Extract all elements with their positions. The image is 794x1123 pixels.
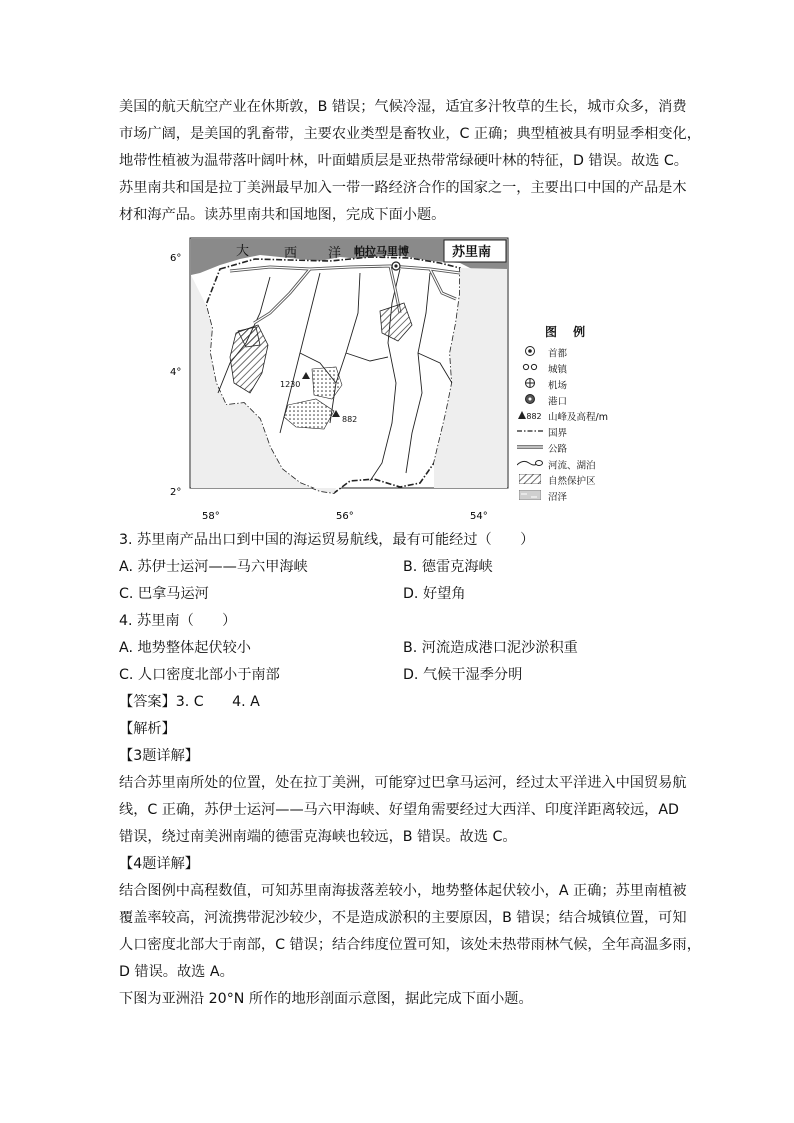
- legend-item-airport: 机场: [515, 377, 567, 391]
- q3-option-a: A. 苏伊士运河——马六甲海峡: [119, 559, 308, 575]
- q3-detail-line-3: 错误，绕过南美洲南端的德雷克海峡也较远，B 错误。故选 C。: [119, 829, 517, 845]
- lon-label-58: 58°: [202, 511, 220, 522]
- intro-line-2: 市场广阔，是美国的乳畜带，主要农业类型是畜牧业，C 正确；典型植被具有明显季相变化，: [119, 126, 701, 142]
- q4-option-a: A. 地势整体起伏较小: [119, 640, 251, 656]
- legend-item-swamp: 沼泽: [515, 489, 567, 503]
- q3-option-d: D. 好望角: [403, 586, 466, 602]
- q3-stem: 3. 苏里南产品出口到中国的海运贸易航线，最有可能经过（ ）: [119, 532, 535, 548]
- legend-title: 图 例: [545, 325, 592, 339]
- q4-detail-line-3: 人口密度北部大于南部，C 错误；结合纬度位置可知，该处未热带雨林气候，全年高温多雨，: [119, 937, 701, 953]
- q4-option-b: B. 河流造成港口泥沙淤积重: [403, 640, 578, 656]
- q4-option-c: C. 人口密度北部小于南部: [119, 667, 280, 683]
- analysis-label: 【解析】: [119, 721, 176, 737]
- lat-label-2: 2°: [170, 487, 182, 498]
- lat-label-6: 6°: [170, 253, 182, 264]
- legend-item-port: 港口: [515, 393, 567, 407]
- legend-item-river: 河流、湖泊: [515, 457, 596, 471]
- legend-item-reserve: 自然保护区: [515, 473, 596, 487]
- country-label: 苏里南: [452, 245, 492, 260]
- suriname-map-figure: [160, 233, 640, 525]
- closing-line: 下图为亚洲沿 20°N 所作的地形剖面示意图，据此完成下面小题。: [119, 991, 533, 1007]
- peak-label-2: 882: [342, 415, 358, 424]
- intro-line-1: 美国的航天航空产业在休斯敦，B 错误；气候冷湿，适宜多汁牧草的生长，城市众多，消费: [119, 99, 687, 115]
- q3-detail-label: 【3题详解】: [119, 748, 199, 764]
- q3-option-c: C. 巴拿马运河: [119, 586, 209, 602]
- intro-line-5: 材和海产品。读苏里南共和国地图，完成下面小题。: [119, 207, 446, 223]
- q4-detail-line-2: 覆盖率较高，河流携带泥沙较少，不是造成淤积的主要原因，B 错误；结合城镇位置，可知: [119, 910, 687, 926]
- q4-detail-line-1: 结合图例中高程数值，可知苏里南海拔落差较小，地势整体起伏较小，A 正确；苏里南植被: [119, 883, 687, 899]
- legend-item-road: 公路: [548, 444, 568, 455]
- ocean-label-2: 西: [284, 246, 298, 261]
- lat-label-4: 4°: [170, 367, 182, 378]
- capital-label: 帕拉马里博: [354, 245, 409, 258]
- q3-detail-line-1: 结合苏里南所处的位置，处在拉丁美洲，可能穿过巴拿马运河，经过太平洋进入中国贸易航: [119, 775, 687, 791]
- lon-label-56: 56°: [336, 511, 354, 522]
- q3-detail-line-2: 线，C 正确，苏伊士运河——马六甲海峡、好望角需要经过大西洋、印度洋距离较远，AD: [119, 802, 679, 818]
- legend-item-border: 国界: [548, 428, 568, 439]
- ocean-label-3: 洋: [328, 246, 342, 261]
- ocean-label-1: 大: [236, 244, 250, 259]
- legend-item-peak: 882 山峰及高程/m: [515, 409, 608, 423]
- q4-option-d: D. 气候干湿季分明: [403, 667, 523, 683]
- intro-line-3: 地带性植被为温带落叶阔叶林，叶面蜡质层是亚热带常绿硬叶林的特征，D 错误。故选 C。: [119, 153, 688, 169]
- answer-line: 【答案】3. C 4. A: [119, 694, 260, 710]
- peak-label-1: 1230: [280, 380, 301, 389]
- q4-detail-label: 【4题详解】: [119, 856, 199, 872]
- intro-line-4: 苏里南共和国是拉丁美洲最早加入一带一路经济合作的国家之一，主要出口中国的产品是木: [119, 180, 687, 196]
- legend-item-capital: 首都: [515, 345, 567, 359]
- q3-option-b: B. 德雷克海峡: [403, 559, 493, 575]
- q4-stem: 4. 苏里南（ ）: [119, 613, 237, 629]
- q4-detail-line-4: D 错误。故选 A。: [119, 964, 234, 980]
- legend-item-town: 城镇: [515, 361, 567, 375]
- lon-label-54: 54°: [470, 511, 488, 522]
